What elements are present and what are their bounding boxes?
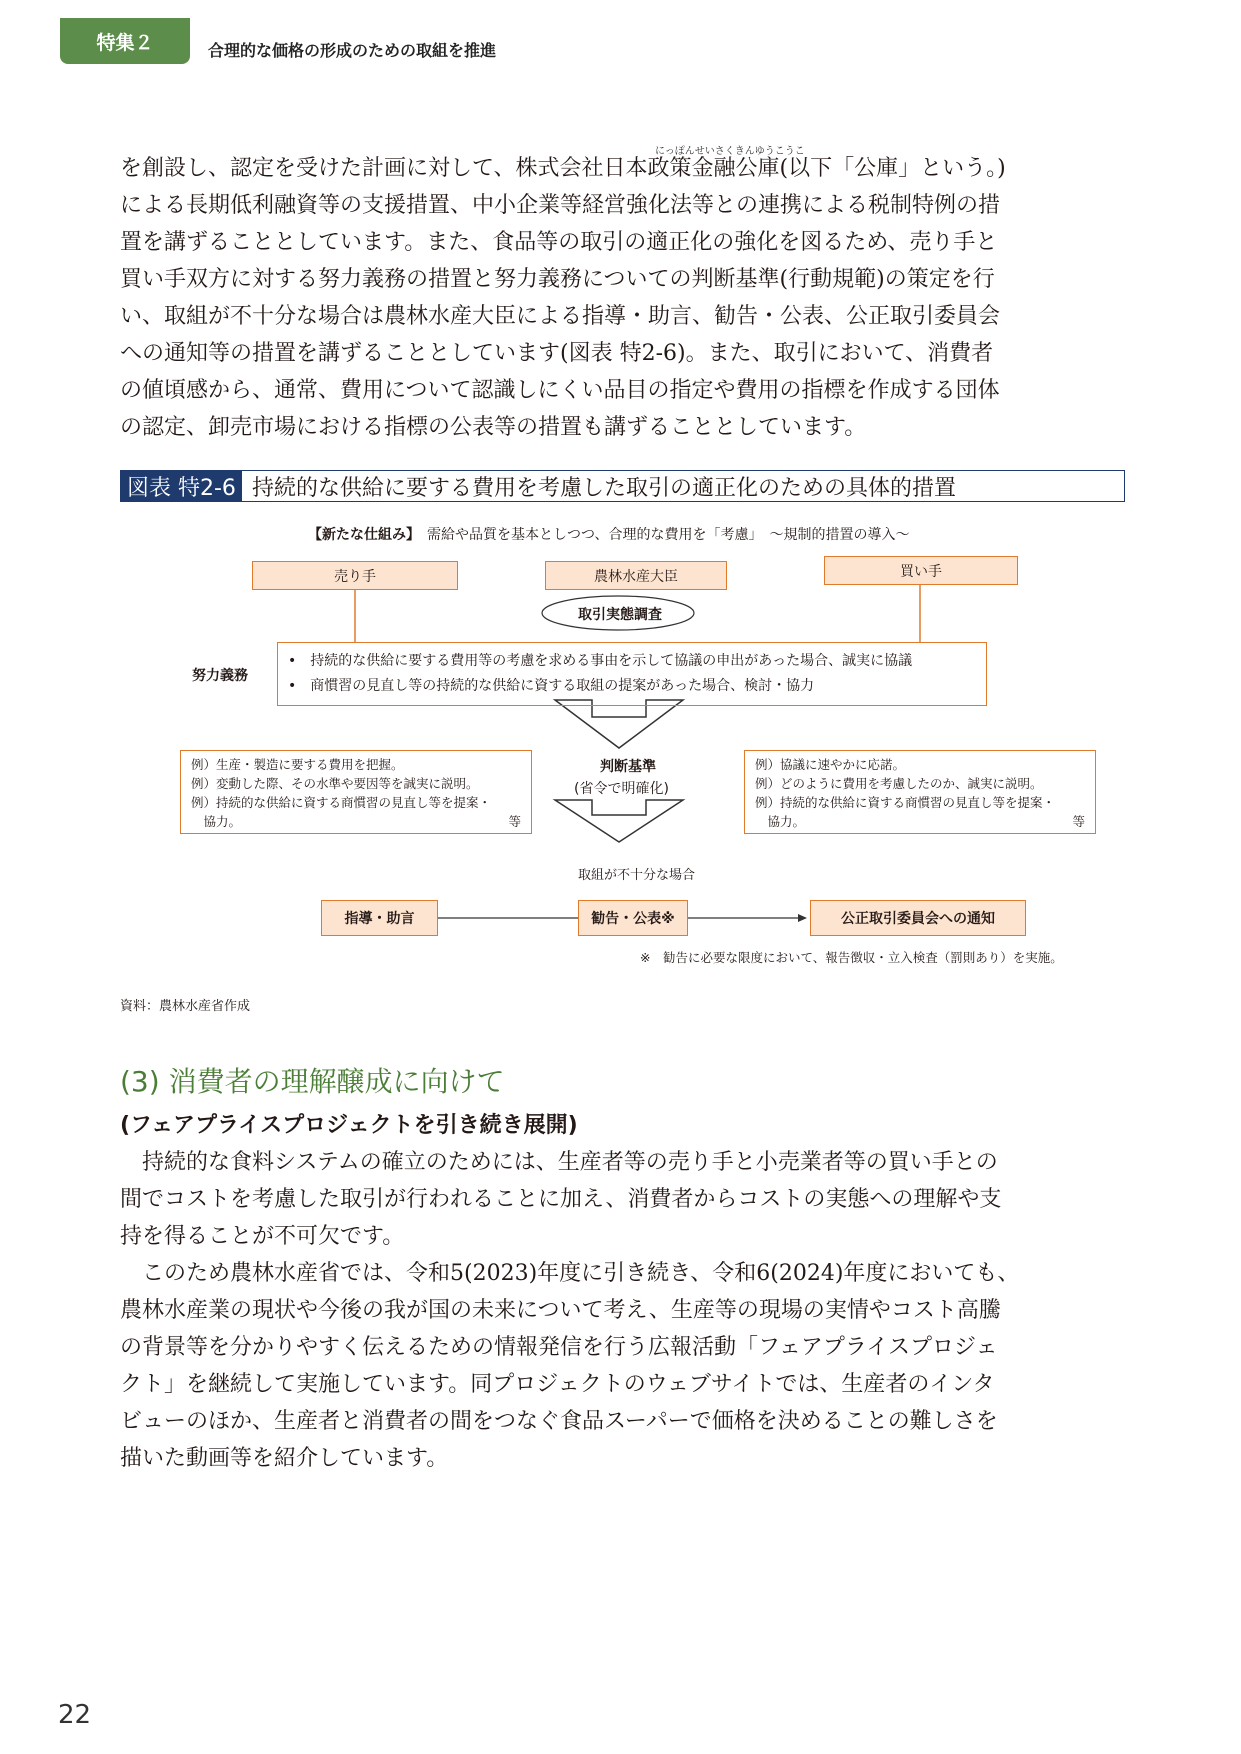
text-line: 描いた動画等を紹介しています。 [120, 1446, 449, 1471]
text-line: を創設し、認定を受けた計画に対して、株式会社日本政策金融公庫(以下「公庫」という。) [120, 156, 1006, 181]
example-line: 例）協議に速やかに応諾。 [755, 757, 906, 772]
text-line: の認定、卸売市場における指標の公表等の措置も講ずることとしています。 [120, 415, 867, 440]
text-line: 置を講ずることとしています。また、食品等の取引の適正化の強化を図るため、売り手と [120, 230, 998, 255]
text-line: 持を得ることが不可欠です。 [120, 1224, 405, 1249]
example-line: 協力。 等 [191, 814, 521, 829]
text-line: への通知等の措置を講ずることとしています(図表 特2-6)。また、取引において、消費者 [120, 341, 994, 366]
text-line: の背景等を分かりやすく伝えるための情報発信を行う広報活動「フェアプライスプロジェ [120, 1335, 998, 1360]
example-line: 例）生産・製造に要する費用を把握。 [191, 757, 404, 772]
figure-subtitle: 【新たな仕組み】 需給や品質を基本としつつ、合理的な費用を「考慮」 ～規制的措置の導入～ [308, 527, 910, 543]
example-line: 協力。 等 [755, 814, 1085, 829]
seller-box: 売り手 [252, 561, 458, 590]
example-line: 例）変動した際、その水準や要因等を誠実に説明。 [191, 776, 479, 791]
text-line: 持続的な食料システムの確立のためには、生産者等の売り手と小売業者等の買い手との [120, 1150, 998, 1175]
seller-examples [180, 750, 532, 834]
section-heading: (3) 消費者の理解醸成に向けて [120, 1065, 505, 1098]
figure-title: 持続的な供給に要する費用を考慮した取引の適正化のための具体的措置 [251, 475, 956, 501]
buyer-box: 買い手 [824, 556, 1018, 585]
ruby-annotation: にっぽんせいさくきんゆうこうこ [655, 146, 805, 157]
criteria-label: 判断基準 [600, 759, 656, 775]
example-line: 例）持続的な供給に資する商慣習の見直し等を提案・ [191, 795, 492, 810]
text-line: 間でコストを考慮した取引が行われることに加え、消費者からコストの実態への理解や支 [120, 1187, 1002, 1212]
criteria-sub: (省令で明確化) [574, 781, 669, 797]
effort-item: • 持続的な供給に要する費用等の考慮を求める事由を示して協議の申出があった場合、誠実に協議 [288, 653, 913, 669]
paragraph-2 [120, 1144, 1120, 1477]
text-line: ビューのほか、生産者と消費者の間をつなぐ食品スーパーで価格を決めることの難しさを [120, 1409, 998, 1434]
guidance-box: 指導・助言 [321, 900, 438, 936]
text-line: このため農林水産省では、令和5(2023)年度に引き続き、令和6(2024)年度においても、 [120, 1261, 1020, 1286]
buyer-examples [744, 750, 1096, 834]
survey-label: 取引実態調査 [578, 607, 662, 623]
example-line: 例）どのように費用を考慮したのか、誠実に説明。 [755, 776, 1043, 791]
ftc-box: 公正取引委員会への通知 [810, 900, 1026, 936]
text-line: 買い手双方に対する努力義務の措置と努力義務についての判断基準(行動規範)の策定を行 [120, 267, 995, 292]
effort-item: • 商慣習の見直し等の持続的な供給に資する取組の提案があった場合、検討・協力 [288, 678, 815, 694]
text-line: の値頃感から、通常、費用について認識しにくい品目の指定や費用の指標を作成する団体 [120, 378, 1000, 403]
figure-source: 資料：農林水産省作成 [120, 999, 251, 1014]
recommend-box: 勧告・公表※ [578, 900, 688, 936]
subsection-heading: (フェアプライスプロジェクトを引き続き展開) [120, 1113, 578, 1138]
figure-note: ※ 勧告に必要な限度において、報告徴収・立入検査（罰則あり）を実施。 [640, 950, 1063, 965]
text-line: 農林水産業の現状や今後の我が国の未来について考え、生産等の現場の実情やコスト高騰 [120, 1298, 1001, 1323]
figure-number: 図表 特2-6 [121, 471, 242, 501]
header-title: 合理的な価格の形成のための取組を推進 [208, 41, 497, 60]
page-number: 22 [58, 1700, 92, 1730]
minister-box: 農林水産大臣 [545, 561, 727, 590]
text-line: い、取組が不十分な場合は農林水産大臣による指導・助言、勧告・公表、公正取引委員会 [120, 304, 1001, 329]
example-line: 例）持続的な供給に資する商慣習の見直し等を提案・ [755, 795, 1056, 810]
effort-label: 努力義務 [192, 668, 248, 684]
chapter-tab: 特集２ [60, 18, 190, 64]
text-line: による長期低利融資等の支援措置、中小企業等経営強化法等との連携による税制特例の措 [120, 193, 1001, 218]
insufficient-label: 取組が不十分な場合 [578, 868, 696, 883]
effort-box [277, 642, 987, 706]
text-line: クト」を継続して実施しています。同プロジェクトのウェブサイトでは、生産者のインタ [120, 1372, 995, 1397]
